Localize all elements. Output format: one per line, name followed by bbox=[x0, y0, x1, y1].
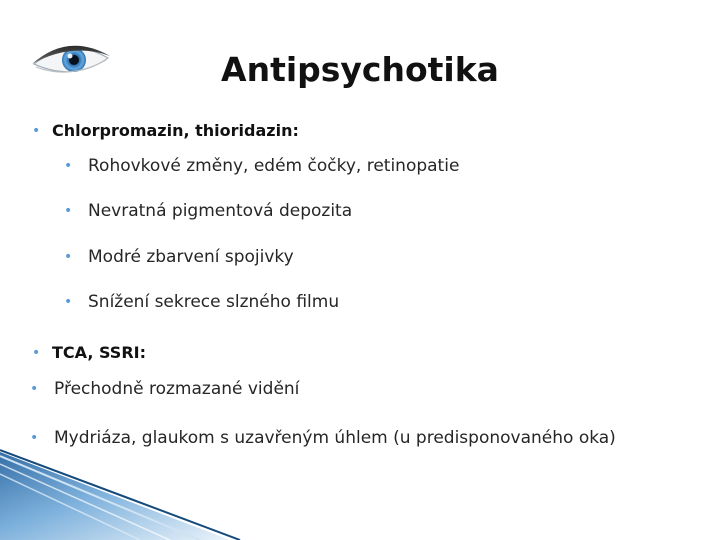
bullet-label: Snížení sekrece slzného filmu bbox=[88, 292, 340, 312]
bullet-label: TCA, SSRI: bbox=[52, 343, 146, 362]
slide-title: Antipsychotika bbox=[221, 50, 499, 89]
bullet-label: Přechodně rozmazané vidění bbox=[54, 379, 300, 399]
bullet-label: Modré zbarvení spojivky bbox=[88, 247, 294, 267]
bullet-dot: • bbox=[32, 123, 41, 139]
bullet-label: Nevratná pigmentová depozita bbox=[88, 201, 353, 221]
bullet-label: Mydriáza, glaukom s uzavřeným úhlem (u predisponovaného oka) bbox=[54, 428, 616, 448]
bullet-dot: • bbox=[64, 294, 73, 310]
decorative-swoosh bbox=[0, 440, 720, 540]
bullet-dot: • bbox=[64, 203, 73, 219]
bullet-dot: • bbox=[32, 345, 41, 361]
bullet-label: Rohovkové změny, edém čočky, retinopatie bbox=[88, 156, 460, 176]
bullet-dot: • bbox=[30, 381, 39, 397]
bullet-label: Chlorpromazin, thioridazin: bbox=[52, 121, 299, 140]
bullet-dot: • bbox=[64, 249, 73, 265]
bullet-dot: • bbox=[64, 158, 73, 174]
bullet-dot: • bbox=[30, 430, 39, 446]
eye-icon bbox=[30, 34, 112, 84]
